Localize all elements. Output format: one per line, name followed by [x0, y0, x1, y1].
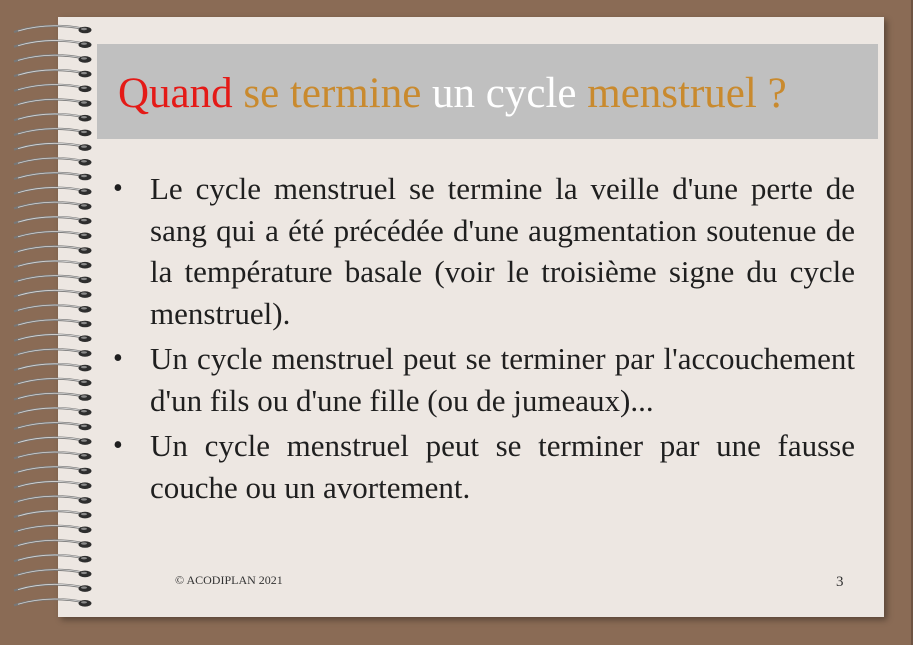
- spiral-ring: [14, 276, 92, 283]
- spiral-ring: [14, 246, 92, 253]
- bullet-dot-icon: •: [113, 343, 123, 374]
- spiral-ring: [14, 437, 92, 444]
- spiral-ring: [14, 496, 92, 503]
- spiral-ring: [14, 305, 92, 312]
- spiral-ring: [14, 526, 92, 533]
- spiral-ring: [14, 511, 92, 518]
- spiral-ring: [14, 320, 92, 327]
- spiral-ring: [14, 232, 92, 239]
- spiral-ring: [14, 41, 92, 48]
- spiral-ring: [14, 70, 92, 77]
- bullet-list: [110, 168, 855, 512]
- bullet-item: [110, 168, 855, 334]
- spiral-ring: [14, 188, 92, 195]
- spiral-ring: [14, 467, 92, 474]
- spiral-ring: [14, 202, 92, 209]
- spiral-ring: [14, 158, 92, 165]
- spiral-ring: [14, 349, 92, 356]
- bullet-item: [110, 338, 855, 421]
- spiral-ring: [14, 114, 92, 121]
- spiral-ring: [14, 393, 92, 400]
- spiral-ring: [14, 335, 92, 342]
- spiral-ring: [14, 217, 92, 224]
- bullet-item: [110, 425, 855, 508]
- spiral-ring: [14, 290, 92, 297]
- spiral-binding: [0, 14, 110, 614]
- spiral-ring: [14, 452, 92, 459]
- bullet-text: Un cycle menstruel peut se terminer par l'accouchement d'un fils ou d'une fille (ou de jumeaux)...: [150, 341, 855, 418]
- bullet-text: Un cycle menstruel peut se terminer par une fausse couche ou un avortement.: [150, 428, 855, 505]
- spiral-ring: [14, 599, 92, 606]
- slide-title: [118, 70, 787, 117]
- spiral-ring: [14, 423, 92, 430]
- spiral-ring: [14, 261, 92, 268]
- spiral-ring: [14, 570, 92, 577]
- spiral-ring: [14, 26, 92, 33]
- title-word-un-cycle: un cycle: [432, 70, 577, 117]
- bullet-text: Le cycle menstruel se termine la veille d'une perte de sang qui a été précédée d'une augmentation soutenue de la température basale (voir le troisième signe du cycle menstruel).: [150, 171, 855, 331]
- bullet-dot-icon: •: [113, 173, 123, 204]
- spiral-ring: [14, 173, 92, 180]
- title-word-quand: Quand: [118, 70, 233, 117]
- page-number: 3: [836, 574, 844, 590]
- spiral-ring: [14, 364, 92, 371]
- spiral-ring: [14, 99, 92, 106]
- spiral-ring: [14, 540, 92, 547]
- spiral-ring: [14, 584, 92, 591]
- spiral-ring: [14, 129, 92, 136]
- spiral-ring: [14, 85, 92, 92]
- bullet-dot-icon: •: [113, 430, 123, 461]
- spiral-ring: [14, 143, 92, 150]
- spiral-ring: [14, 379, 92, 386]
- spiral-ring: [14, 408, 92, 415]
- title-word-menstruel: menstruel ?: [587, 70, 787, 117]
- spiral-ring: [14, 482, 92, 489]
- spiral-ring: [14, 555, 92, 562]
- spiral-ring: [14, 55, 92, 62]
- copyright-footer: © ACODIPLAN 2021: [175, 573, 283, 587]
- title-word-se-termine: se termine: [243, 70, 422, 117]
